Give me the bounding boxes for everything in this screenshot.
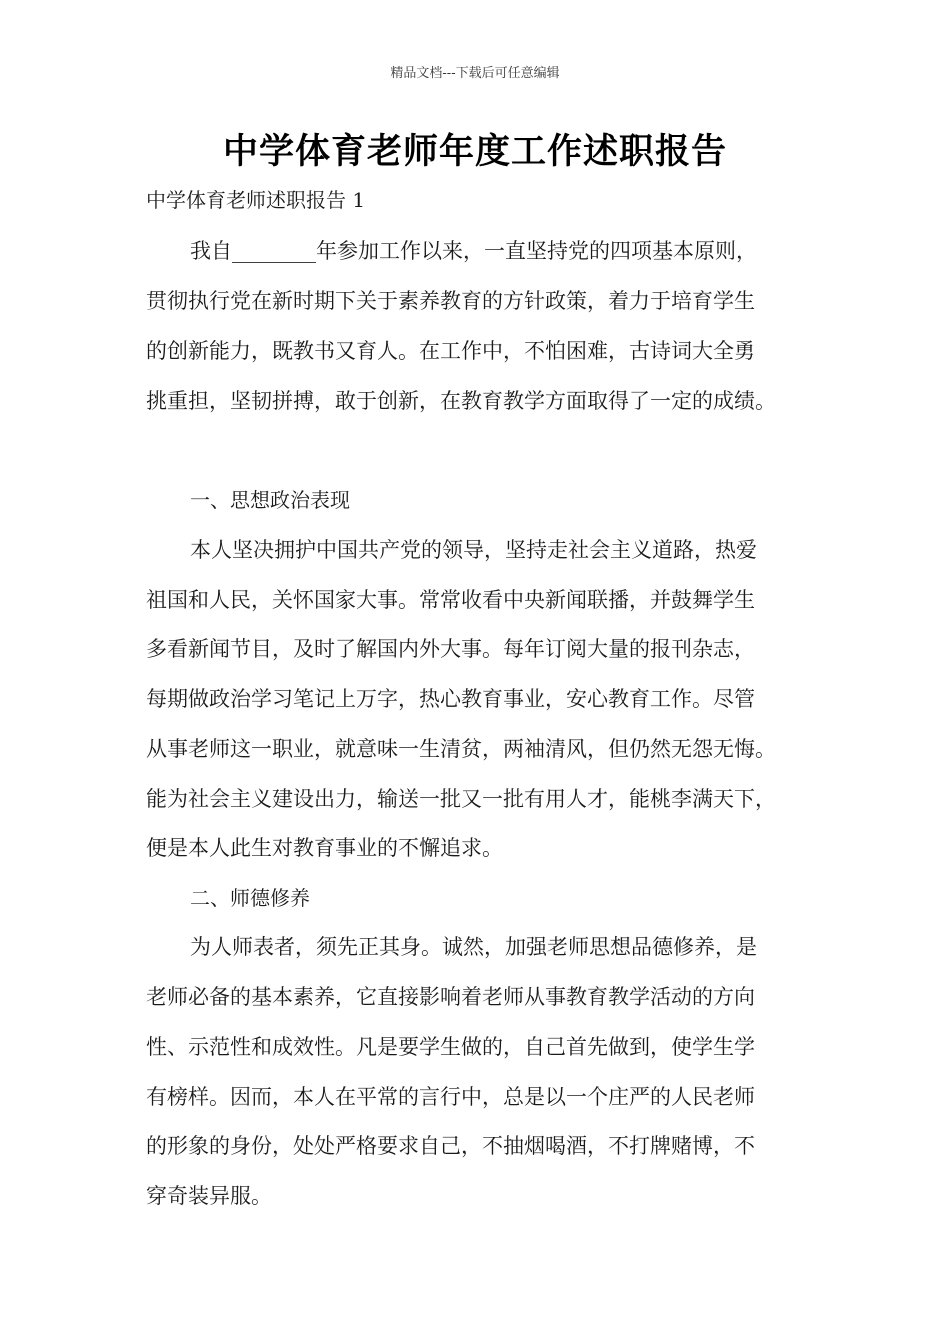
document-subtitle: 中学体育老师述职报告 1 <box>146 188 366 212</box>
paragraph-line: 的形象的身份，处处严格要求自己，不抽烟喝酒，不打牌赌博，不 <box>146 1134 755 1158</box>
section-heading: 二、师德修养 <box>190 886 310 910</box>
paragraph-line: 有榜样。因而，本人在平常的言行中，总是以一个庄严的人民老师 <box>146 1085 755 1109</box>
paragraph-line: 能为社会主义建设出力，输送一批又一批有用人才，能桃李满天下， <box>146 787 776 811</box>
paragraph-line: 贯彻执行党在新时期下关于素养教育的方针政策，着力于培育学生 <box>146 289 755 313</box>
paragraph-line: 从事老师这一职业，就意味一生清贫，两袖清风，但仍然无怨无悔。 <box>146 737 776 761</box>
paragraph-line: 为人师表者，须先正其身。诚然，加强老师思想品德修养，是 <box>190 935 757 959</box>
paragraph-line: 我自________年参加工作以来，一直坚持党的四项基本原则， <box>190 239 757 263</box>
paragraph-line: 便是本人此生对教育事业的不懈追求。 <box>146 836 503 860</box>
paragraph-line: 本人坚决拥护中国共产党的领导，坚持走社会主义道路，热爱 <box>190 538 757 562</box>
section-heading: 一、思想政治表现 <box>190 488 350 512</box>
paragraph-line: 老师必备的基本素养，它直接影响着老师从事教育教学活动的方向 <box>146 985 755 1009</box>
paragraph-line: 每期做政治学习笔记上万字，热心教育事业，安心教育工作。尽管 <box>146 687 755 711</box>
paragraph-line: 性、示范性和成效性。凡是要学生做的，自己首先做到，使学生学 <box>146 1035 755 1059</box>
paragraph-line: 祖国和人民，关怀国家大事。常常收看中央新闻联播，并鼓舞学生 <box>146 588 755 612</box>
page-header: 精品文档---下载后可任意编辑 <box>390 66 560 81</box>
paragraph-line: 多看新闻节目，及时了解国内外大事。每年订阅大量的报刊杂志， <box>146 637 755 661</box>
document-title: 中学体育老师年度工作述职报告 <box>222 132 727 172</box>
paragraph-line: 挑重担，坚韧拼搏，敢于创新，在教育教学方面取得了一定的成绩。 <box>146 389 776 413</box>
paragraph-line: 穿奇装异服。 <box>146 1184 272 1208</box>
paragraph-line: 的创新能力，既教书又育人。在工作中，不怕困难，古诗词大全勇 <box>146 339 755 363</box>
